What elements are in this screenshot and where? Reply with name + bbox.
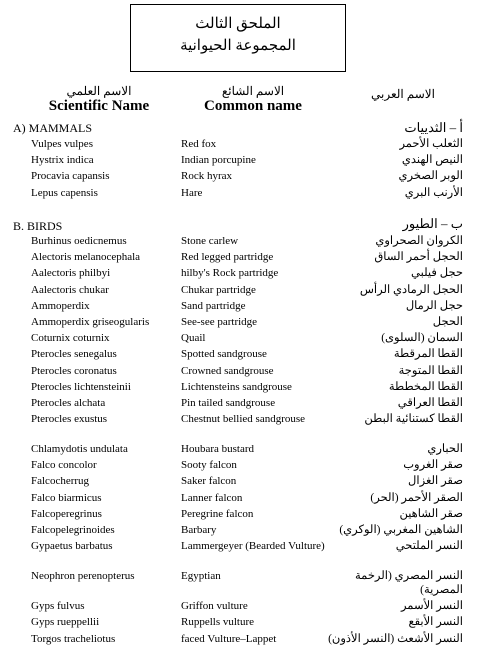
- arabic-name: القطا المرقطة: [393, 348, 463, 361]
- table-row: [0, 507, 477, 523]
- scientific-name: Ammoperdix: [31, 299, 90, 312]
- common-name: Egyptian: [181, 570, 221, 583]
- scientific-name: Gyps rueppellii: [31, 616, 100, 629]
- header-common-ar: الاسم الشائع: [221, 84, 285, 98]
- scientific-name: Gyps fulvus: [31, 600, 85, 613]
- table-row: [0, 153, 477, 169]
- arabic-name: صقر الشاهين: [399, 507, 463, 520]
- scientific-name: Neophron perenopterus: [31, 570, 135, 583]
- arabic-name: النسر الملتحي: [395, 540, 463, 553]
- table-row: [0, 569, 477, 599]
- common-name: Indian porcupine: [181, 154, 256, 167]
- arabic-name: النسر المصري (الرخمة المصرية): [355, 570, 463, 597]
- scientific-name: Torgos tracheliotus: [31, 632, 116, 645]
- mammals-list: [0, 137, 477, 202]
- common-name: Quail: [181, 332, 206, 345]
- arabic-name: صقر الغروب: [403, 459, 463, 472]
- scientific-name: Falco biarmicus: [31, 491, 102, 504]
- common-name: Spotted sandgrouse: [181, 348, 267, 361]
- common-name: Red legged partridge: [181, 251, 274, 264]
- arabic-name: النيص الهندي: [401, 154, 463, 167]
- scientific-name: Pterocles exustus: [31, 413, 108, 426]
- scientific-name: Aalectoris chukar: [31, 283, 109, 296]
- arabic-name: الكروان الصحراوي: [375, 235, 463, 247]
- header-common: [178, 84, 328, 115]
- common-name: Griffon vulture: [181, 600, 248, 613]
- table-row: [0, 137, 477, 153]
- arabic-name: النسر الأبقع: [408, 616, 463, 629]
- table-row: [0, 234, 477, 250]
- scientific-name: Pterocles coronatus: [31, 364, 117, 377]
- common-name: Chukar partridge: [181, 283, 256, 296]
- header-scientific-ar: الاسم العلمي: [66, 84, 132, 98]
- arabic-name: الثعلب الأحمر: [399, 138, 463, 150]
- table-row: [0, 474, 477, 490]
- common-name: Saker falcon: [181, 475, 237, 488]
- scientific-name: Aalectoris philbyi: [31, 267, 111, 280]
- scientific-name: Gypaetus barbatus: [31, 540, 113, 553]
- section-birds-label-en: B. BIRDS: [13, 219, 63, 233]
- table-row: [0, 380, 477, 396]
- scientific-name: Falcocherrug: [31, 475, 90, 488]
- common-name: Lammergeyer (Bearded Vulture): [181, 540, 325, 553]
- appendix-subtitle: المجموعة الحيوانية: [180, 38, 296, 54]
- header-common-en: Common name: [204, 98, 302, 114]
- common-name: Houbara bustard: [181, 443, 255, 456]
- section-birds-label-ar: ب – الطيور: [402, 216, 463, 231]
- table-row: [0, 364, 477, 380]
- section-mammals-label-en: A) MAMMALS: [13, 121, 93, 135]
- scientific-name: Falco concolor: [31, 459, 97, 472]
- table-row: [0, 396, 477, 412]
- table-row: [0, 331, 477, 347]
- arabic-name: القطا المتوجة: [398, 364, 463, 377]
- header-arabic-ar: الاسم العربي: [371, 87, 435, 101]
- scientific-name: Chlamydotis undulata: [31, 443, 128, 456]
- arabic-name: الحجل أحمر الساق: [374, 251, 463, 264]
- arabic-name: صقر الغزال: [408, 475, 463, 488]
- scientific-name: Falcoperegrinus: [31, 507, 102, 520]
- common-name: Ruppells vulture: [181, 616, 255, 629]
- common-name: Pin tailed sandgrouse: [181, 396, 276, 409]
- table-row: [0, 458, 477, 474]
- arabic-name: الحباري: [427, 443, 463, 456]
- table-row: [0, 539, 477, 569]
- table-row: [0, 250, 477, 266]
- table-row: [0, 412, 477, 442]
- common-name: hilby's Rock partridge: [181, 267, 279, 280]
- table-row: [0, 315, 477, 331]
- arabic-name: حجل الرمال: [405, 299, 463, 312]
- header-arabic: [343, 84, 463, 101]
- common-name: Hare: [181, 186, 203, 199]
- appendix-title-box: [130, 4, 346, 72]
- scientific-name: Lepus capensis: [31, 186, 98, 199]
- table-row: [0, 599, 477, 615]
- scientific-name: Hystrix indica: [31, 154, 94, 167]
- scientific-name: Coturnix coturnix: [31, 332, 110, 345]
- table-row: [0, 299, 477, 315]
- arabic-name: القطا كستنائية البطن: [364, 413, 463, 426]
- arabic-name: الصقر الأحمر (الحر): [370, 491, 463, 504]
- common-name: Peregrine falcon: [181, 507, 254, 520]
- common-name: Lanner falcon: [181, 491, 243, 504]
- header-scientific: [14, 84, 184, 115]
- common-name: Red fox: [181, 138, 217, 150]
- table-row: [0, 632, 477, 648]
- arabic-name: الحجل الرمادي الرأس: [359, 283, 463, 296]
- common-name: See-see partridge: [181, 315, 258, 328]
- common-name: Rock hyrax: [181, 170, 233, 183]
- arabic-name: الحجل: [432, 315, 463, 328]
- common-name: faced Vulture–Lappet: [181, 632, 277, 645]
- scientific-name: Pterocles alchata: [31, 396, 106, 409]
- table-row: [0, 266, 477, 282]
- common-name: Crowned sandgrouse: [181, 364, 274, 377]
- scientific-name: Vulpes vulpes: [31, 138, 93, 150]
- arabic-name: الوبر الصخري: [398, 170, 463, 183]
- birds-list: [0, 234, 477, 648]
- table-row: [0, 442, 477, 458]
- table-row: [0, 186, 477, 202]
- arabic-name: النسر الأسمر: [400, 600, 463, 613]
- arabic-name: حجل فيلبي: [411, 267, 463, 280]
- scientific-name: Pterocles senegalus: [31, 348, 117, 361]
- common-name: Chestnut bellied sandgrouse: [181, 413, 306, 426]
- table-row: [0, 523, 477, 539]
- common-name: Stone carlew: [181, 235, 239, 247]
- table-row: [0, 283, 477, 299]
- table-row: [0, 347, 477, 363]
- scientific-name: Burhinus oedicnemus: [31, 235, 127, 247]
- appendix-title: الملحق الثالث: [195, 16, 281, 32]
- scientific-name: Alectoris melanocephala: [31, 251, 141, 264]
- table-row: [0, 491, 477, 507]
- scientific-name: Pterocles lichtensteinii: [31, 380, 131, 393]
- scientific-name: Falcopelegrinoides: [31, 524, 115, 536]
- header-scientific-en: Scientific Name: [48, 98, 150, 114]
- common-name: Barbary: [181, 524, 217, 536]
- arabic-name: القطا المخططة: [388, 380, 463, 393]
- arabic-name: الأرنب البري: [404, 186, 463, 199]
- common-name: Sooty falcon: [181, 459, 237, 472]
- table-row: [0, 615, 477, 631]
- section-mammals-label-ar: أ – الثدييات: [404, 120, 463, 135]
- table-row: [0, 169, 477, 185]
- common-name: Sand partridge: [181, 299, 246, 312]
- arabic-name: الشاهين المغربي (الوكري): [339, 524, 463, 536]
- common-name: Lichtensteins sandgrouse: [181, 380, 292, 393]
- scientific-name: Procavia capansis: [31, 170, 110, 183]
- arabic-name: القطا العراقي: [397, 396, 463, 409]
- scientific-name: Ammoperdix griseogularis: [31, 315, 150, 328]
- arabic-name: السمان (السلوى): [381, 332, 463, 345]
- arabic-name: النسر الأشعث (النسر الأذون): [328, 632, 463, 645]
